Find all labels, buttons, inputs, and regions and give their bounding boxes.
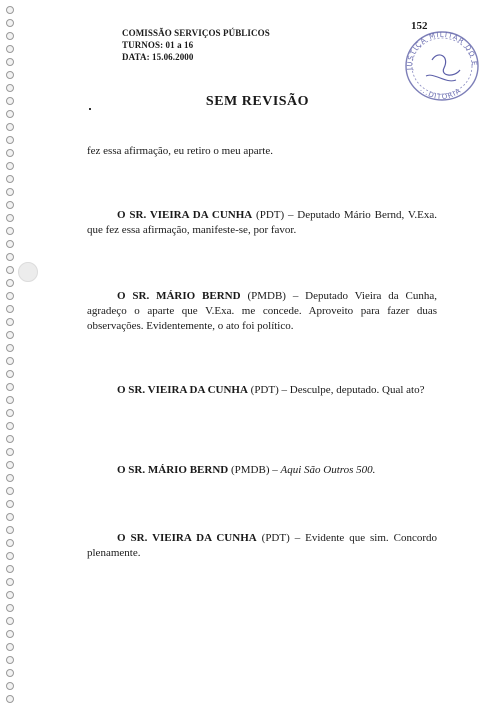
header-commission: COMISSÃO SERVIÇOS PÚBLICOS [122, 28, 270, 38]
binder-hole [6, 19, 14, 27]
stamp-top-text: JUSTIÇA MILITAR DO E [405, 30, 479, 71]
binder-hole [6, 487, 14, 495]
header-date: DATA: 15.06.2000 [122, 52, 194, 62]
binder-hole [6, 123, 14, 131]
transcript-paragraph-3 [87, 289, 437, 334]
binder-hole [6, 422, 14, 430]
binder-hole [6, 266, 14, 274]
binder-hole [6, 318, 14, 326]
binder-hole [6, 253, 14, 261]
binder-hole [6, 682, 14, 690]
binder-hole [6, 279, 14, 287]
binder-hole [6, 227, 14, 235]
binder-hole [6, 6, 14, 14]
binder-hole [6, 474, 14, 482]
binder-hole [6, 695, 14, 703]
speaker-party: (PDT) [247, 384, 279, 396]
binder-hole [6, 214, 14, 222]
speaker-name: O SR. MÁRIO BERND [117, 464, 229, 476]
binder-hole [6, 604, 14, 612]
binder-hole [6, 461, 14, 469]
binder-hole [6, 435, 14, 443]
svg-text:JUSTIÇA MILITAR DO E... [398, 20, 478, 71]
binder-hole [6, 539, 14, 547]
binder-hole [6, 136, 14, 144]
stamp-bottom-text: ...DITORIA [418, 85, 463, 102]
transcript-paragraph-5 [87, 463, 437, 478]
binder-hole [6, 630, 14, 638]
paragraph-text: – Desculpe, deputado. Qual ato? [278, 384, 425, 396]
transcript-paragraph-1 [87, 144, 437, 159]
binder-hole [6, 591, 14, 599]
paragraph-text: fez essa afirmação, eu retiro o meu aparte. [87, 145, 273, 157]
speaker-name: O SR. VIEIRA DA CUNHA [117, 209, 253, 221]
binder-hole [6, 500, 14, 508]
binder-hole [6, 45, 14, 53]
binder-hole [6, 526, 14, 534]
speaker-party: (PMDB) [228, 464, 270, 476]
binder-hole [6, 656, 14, 664]
binder-hole [6, 669, 14, 677]
binder-hole [6, 201, 14, 209]
binder-hole [6, 643, 14, 651]
transcript-paragraph-4 [87, 383, 437, 398]
binder-hole [6, 448, 14, 456]
binder-hole [6, 552, 14, 560]
speaker-party: (PDT) [252, 209, 285, 221]
binder-hole [6, 32, 14, 40]
binder-hole [6, 565, 14, 573]
transcript-paragraph-2 [87, 208, 437, 238]
speaker-name: O SR. VIEIRA DA CUNHA [117, 384, 248, 396]
binder-hole [6, 578, 14, 586]
header-shifts: TURNOS: 01 a 16 [122, 40, 194, 50]
binder-hole [6, 84, 14, 92]
binder-hole [6, 292, 14, 300]
paragraph-text: – Deputado Mário Bernd, V.Exa. que fez essa afirmação, manifeste-se, por favor. [87, 209, 437, 236]
binder-hole [6, 383, 14, 391]
paragraph-text: – Deputado Vieira da Cunha, agradeço o aparte que V.Exa. me concede. Aproveito para fazer duas observações. Evidentemente, o ato foi político. [87, 290, 437, 332]
paragraph-note: Aqui São Outros 500. [280, 464, 376, 476]
speaker-party: (PDT) [256, 532, 290, 544]
binder-hole [6, 370, 14, 378]
binder-hole [6, 240, 14, 248]
document-header [122, 27, 270, 63]
binder-hole [6, 162, 14, 170]
binder-hole [6, 71, 14, 79]
binder-hole [6, 110, 14, 118]
paragraph-text: – [269, 464, 281, 476]
binder-hole [6, 357, 14, 365]
transcript-paragraph-6 [87, 531, 437, 561]
page-number: 152 [411, 20, 428, 32]
speaker-name: O SR. MÁRIO BERND [117, 290, 241, 302]
punch-mark [18, 262, 38, 282]
speaker-party: (PMDB) [240, 290, 286, 302]
binder-hole [6, 175, 14, 183]
binder-hole [6, 331, 14, 339]
speaker-name: O SR. VIEIRA DA CUNHA [117, 532, 257, 544]
binder-hole [6, 396, 14, 404]
binder-hole [6, 305, 14, 313]
binder-hole [6, 409, 14, 417]
page-title: SEM REVISÃO [205, 94, 310, 109]
binder-hole [6, 58, 14, 66]
paragraph-text: – Evidente que sim. Concordo plenamente. [87, 532, 438, 559]
binder-hole [6, 188, 14, 196]
binder-hole [6, 617, 14, 625]
binder-hole [6, 149, 14, 157]
binder-hole [6, 513, 14, 521]
binder-hole [6, 344, 14, 352]
